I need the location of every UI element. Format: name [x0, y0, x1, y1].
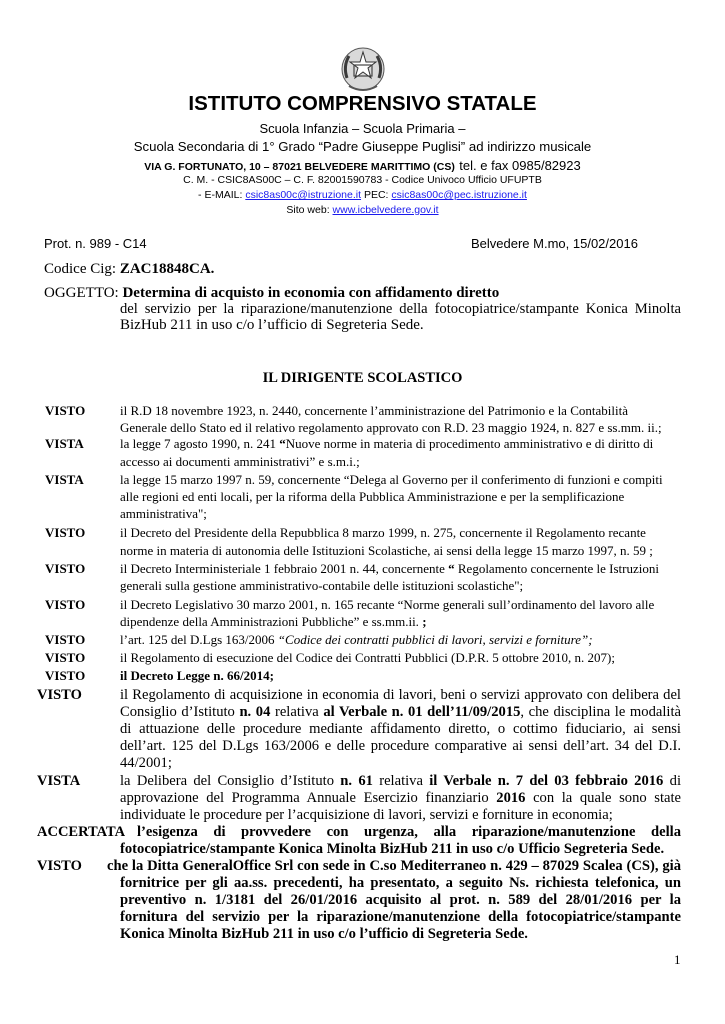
website-link[interactable]: www.icbelvedere.gov.it [332, 204, 439, 216]
subject-label: OGGETTO: [44, 285, 123, 301]
website-line [0, 204, 725, 216]
premise-text: preventivo n. 1/3181 del 26/01/2016 acquisito al prot. n. 589 del 28/01/2016 per la [120, 892, 681, 908]
premise-text: individuate le procedure per l’acquisizione di lavori, servizi e forniture in economia; [120, 807, 613, 823]
subject-line [44, 285, 499, 302]
premise-text: il Decreto del Presidente della Repubblica 8 marzo 1999, n. 275, concernente il Regolamento recante [120, 525, 646, 540]
premise-text: il Decreto Interministeriale 1 febbraio 2001 n. 44, concernente “ Regolamento concernente le Istruzioni [120, 561, 659, 576]
pec-label: PEC: [361, 189, 392, 201]
school-codes: C. M. - CSIC8AS00C – C. F. 82001590783 - Codice Univoco Ufficio UFUPTB [183, 174, 542, 186]
subject-title: Determina di acquisto in economia con affidamento diretto [122, 285, 500, 301]
premise-label: VISTA [37, 773, 81, 789]
premise-text: il Decreto Legislativo 30 marzo 2001, n. 165 recante “Norme generali sull’ordinamento del lavoro alle [120, 597, 655, 612]
premise-label: VISTO [45, 561, 86, 576]
premise-text: la legge 7 agosto 1990, n. 241 “Nuove norme in materia di procedimento amministrativo e di diritto di [120, 436, 654, 451]
pec-link[interactable]: csic8as00c@pec.istruzione.it [391, 189, 527, 201]
premise-text: l’esigenza di provvedere con urgenza, alla riparazione/manutenzione della [137, 824, 681, 840]
premise-text: fornitrice per gli aa.ss. precedenti, ha presentato, a seguito Ns. richiesta telefonica, un [120, 875, 681, 891]
premise-label: VISTA [45, 472, 84, 487]
premise-label: VISTO [37, 858, 82, 874]
premise-text: il R.D 18 novembre 1923, n. 2440, concernente l’amministrazione del Patrimonio e la Contabilità [120, 403, 628, 418]
header-address-line [0, 157, 725, 175]
email-link[interactable]: csic8as00c@istruzione.it [245, 189, 362, 201]
premise-text: di attuazione delle procedure mediante affidamento diretto, o cottimo fiduciario, ai sensi [120, 721, 681, 737]
school-address: VIA G. FORTUNATO, 10 – 87021 BELVEDERE MARITTIMO (CS) [144, 161, 455, 173]
premise-label: VISTO [45, 650, 86, 665]
italian-republic-emblem [339, 44, 387, 96]
phone-fax: tel. e fax 0985/82923 [459, 158, 581, 173]
premise-text: la Delibera del Consiglio d’Istituto n. 61 relativa il Verbale n. 7 del 03 febbraio 2016 di [120, 773, 681, 789]
cig-value: ZAC18848CA. [119, 261, 215, 277]
section-title: IL DIRIGENTE SCOLASTICO [262, 370, 463, 386]
premise-text: Generale dello Stato ed il relativo regolamento approvato con R.D. 23 maggio 1924, n. 827 e ss.mm. ii.; [120, 420, 662, 435]
premise-text: fornitura del servizio per la riparazione/manutenzione della fotocopiatrice/stampante [120, 909, 681, 925]
premise-text: generali sulla gestione amministrativo-contabile delle istituzioni scolastiche"; [120, 578, 524, 593]
premise-text: il Regolamento di esecuzione del Codice dei Contratti Pubblici (D.P.R. 5 ottobre 2010, n. 207); [120, 650, 616, 665]
header-line-2: Scuola Secondaria di 1° Grado “Padre Giuseppe Puglisi” ad indirizzo musicale [133, 139, 592, 154]
premise-text: il Decreto Legge n. 66/2014; [120, 668, 274, 683]
premise-text: norme in materia di autonomia delle Istituzioni Scolastiche, ai sensi della legge 15 marzo 1997, n. 59 ; [120, 543, 653, 558]
subject-line-2: del servizio per la riparazione/manutenzione della fotocopiatrice/stampante Konica Minolta [120, 301, 681, 317]
premise-text: 44/2001; [120, 755, 172, 771]
email-label: - E-MAIL: [198, 189, 246, 201]
premise-label: VISTO [37, 687, 82, 703]
school-title: ISTITUTO COMPRENSIVO STATALE [188, 92, 537, 115]
premise-text: alle regioni ed enti locali, per la riforma della Pubblica Amministrazione e per la semplificazione [120, 489, 625, 504]
subject-line-3: BizHub 211 in uso c/o l’ufficio di Segreteria Sede. [120, 317, 424, 333]
premise-text: dipendenze della Amministrazioni Pubbliche” e ss.mm.ii. ; [120, 614, 427, 629]
premise-text: accesso ai documenti amministrativi” e s.m.i.; [120, 454, 360, 469]
premise-text: Konica Minolta BizHub 211 in uso c/o l’ufficio di Segreteria Sede. [120, 926, 528, 942]
premise-text: dell’art. 125 del D.Lgs 163/2006 e delle procedure comparative ai sensi dell’art. 34 del D.I. [120, 738, 681, 754]
protocol-number: Prot. n. 989 - C14 [44, 236, 147, 251]
premise-label: VISTO [45, 668, 86, 683]
premise-label: VISTO [45, 525, 86, 540]
premise-text: approvazione del Programma Annuale Esercizio finanziario 2016 con la quale sono state [120, 790, 682, 806]
premise-text: amministrativa"; [120, 506, 207, 521]
premise-label: VISTO [45, 403, 86, 418]
contact-line [0, 189, 725, 201]
page-number: 1 [674, 952, 681, 967]
premise-text: l’art. 125 del D.Lgs 163/2006 “Codice dei contratti pubblici di lavori, servizi e forniture”; [120, 632, 593, 647]
place-date: Belvedere M.mo, 15/02/2016 [471, 236, 638, 251]
premise-text: che la Ditta GeneralOffice Srl con sede in C.so Mediterraneo n. 429 – 87029 Scalea (CS), già [107, 858, 681, 874]
cig-label: Codice Cig: [44, 261, 120, 277]
premise-text: fotocopiatrice/stampante Konica Minolta BizHub 211 in uso c/o Ufficio Segreteria Sede. [120, 841, 665, 857]
premise-label: VISTO [45, 597, 86, 612]
premise-label: VISTA [45, 436, 84, 451]
premise-text: la legge 15 marzo 1997 n. 59, concernente “Delega al Governo per il conferimento di funzioni e compiti [120, 472, 663, 487]
website-label: Sito web: [286, 204, 333, 216]
cig-line [44, 261, 214, 278]
premise-label: VISTO [45, 632, 86, 647]
header-line-1: Scuola Infanzia – Scuola Primaria – [259, 121, 466, 136]
premise-text: Consiglio d’Istituto n. 04 relativa al Verbale n. 01 dell’11/09/2015, che disciplina le modalità [120, 704, 681, 720]
premise-label: ACCERTATA [37, 824, 126, 840]
premise-text: il Regolamento di acquisizione in economia di lavori, beni o servizi approvato con delibera del [120, 687, 681, 703]
